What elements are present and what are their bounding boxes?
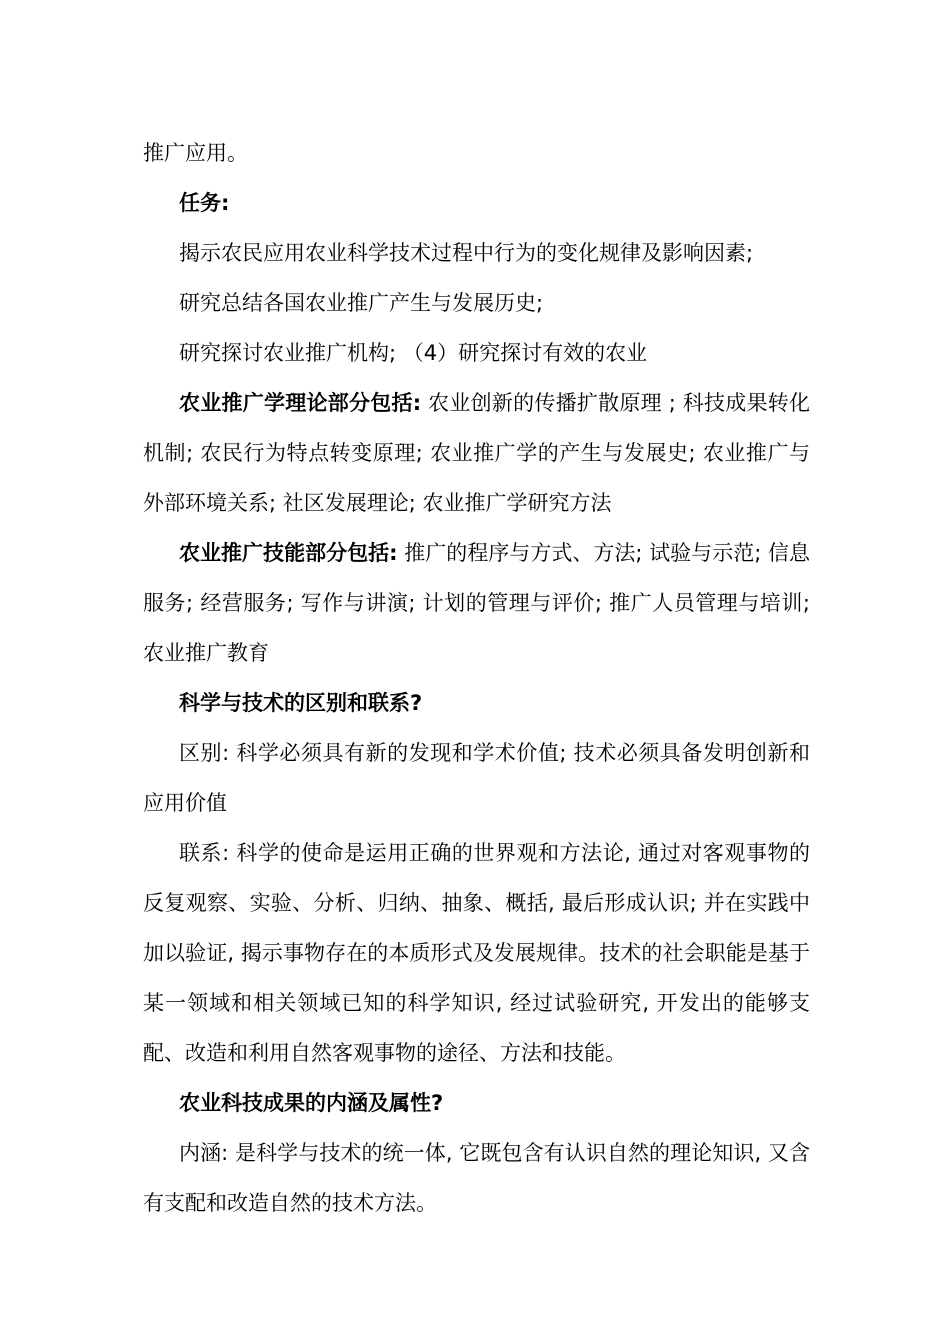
heading-science-technology: 科学与技术的区别和联系? xyxy=(179,691,423,715)
paragraph-connotation: 内涵: 是科学与技术的统一体, 它既包含有认识自然的理论知识, 又含有支配和改造自然的技术方法。 xyxy=(143,1141,810,1215)
heading-tasks: 任务: xyxy=(179,191,230,215)
skill-parts-text: 推广的程序与方式、方法; 试验与示范; 信息服务; 经营服务; 写作与讲演; 计划的管理与评价; 推广人员管理与培训; 农业推广教育 xyxy=(143,541,810,665)
paragraph-skill-parts xyxy=(143,528,810,678)
skill-parts-label: 农业推广技能部分包括: xyxy=(179,541,398,565)
document-body xyxy=(143,128,810,1228)
theory-parts-text: 农业创新的传播扩散原理 ; 科技成果转化机制; 农民行为特点转变原理; 农业推广学的产生与发展史; 农业推广与外部环境关系; 社区发展理论; 农业推广学研究方法 xyxy=(143,391,810,515)
paragraph-connection: 联系: 科学的使命是运用正确的世界观和方法论, 通过对客观事物的反复观察、实验、分析、归纳、抽象、概括, 最后形成认识; 并在实践中加以验证, 揭示事物存在的本质形式及发展规律。技术的社会职能是基于某一领域和相关领域已知的科学知识, 经过试验研究, 开发出的能够支配、改造和利用自然客观事物的途径、方法和技能。 xyxy=(143,841,810,1065)
heading-achievements: 农业科技成果的内涵及属性? xyxy=(179,1091,444,1115)
paragraph-task-1: 揭示农民应用农业科学技术过程中行为的变化规律及影响因素; xyxy=(179,241,754,265)
paragraph-task-3: 研究探讨农业推广机构; （4）研究探讨有效的农业 xyxy=(179,341,648,365)
paragraph-difference: 区别: 科学必须具有新的发现和学术价值; 技术必须具备发明创新和应用价值 xyxy=(143,741,810,815)
paragraph-task-2: 研究总结各国农业推广产生与发展历史; xyxy=(179,291,544,315)
paragraph-theory-parts xyxy=(143,378,810,528)
paragraph-continuation: 推广应用。 xyxy=(143,141,248,165)
theory-parts-label: 农业推广学理论部分包括: xyxy=(179,391,422,415)
